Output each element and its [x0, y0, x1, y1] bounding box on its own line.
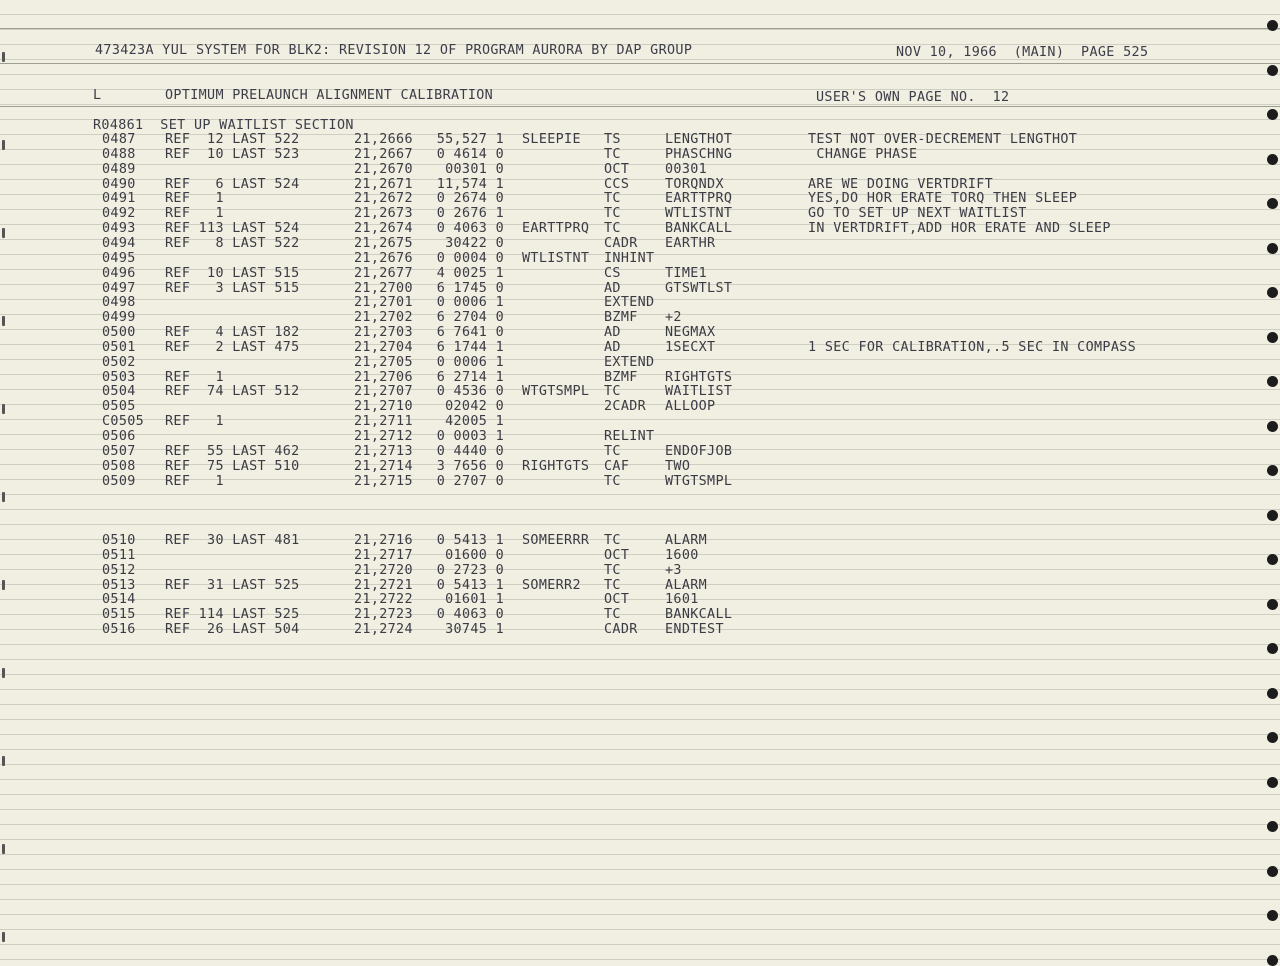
line-number: 0510	[102, 533, 136, 548]
address: 21,2701	[354, 295, 413, 311]
listing-row	[0, 578, 1280, 593]
opcode: TC	[604, 607, 621, 623]
listing-row	[0, 325, 1280, 340]
line-number: 0498	[102, 295, 136, 311]
listing-row	[0, 592, 1280, 607]
comment: IN VERTDRIFT,ADD HOR ERATE AND SLEEP	[808, 221, 1111, 237]
line-number: 0511	[102, 547, 136, 563]
opcode: TC	[604, 533, 621, 548]
object-code: 0 4440 0	[436, 443, 504, 459]
opcode: TC	[604, 443, 621, 459]
ref-info: REF 1	[165, 414, 224, 430]
line-number: 0505	[102, 399, 136, 415]
line-number: 0492	[102, 206, 136, 222]
listing-row	[0, 399, 1280, 414]
tractor-hole	[1267, 732, 1278, 743]
opcode: INHINT	[604, 250, 655, 266]
listing-row	[0, 132, 1280, 147]
address: 21,2717	[354, 547, 413, 563]
opcode: CCS	[604, 176, 630, 192]
operand: ALARM	[665, 577, 708, 593]
opcode: TC	[604, 473, 621, 489]
object-code: 4 0025 1	[436, 265, 504, 281]
line-number: 0512	[102, 562, 136, 578]
line-number: 0500	[102, 325, 136, 340]
opcode: TC	[604, 146, 621, 162]
object-code: 0 4063 0	[436, 607, 504, 623]
listing-row	[0, 310, 1280, 325]
tractor-hole	[1267, 65, 1278, 76]
object-code: 0 4614 0	[436, 146, 504, 162]
opcode: TC	[604, 206, 621, 222]
tractor-hole	[1267, 866, 1278, 877]
object-code: 0 5413 1	[436, 533, 504, 548]
listing-row	[0, 206, 1280, 221]
opcode: OCT	[604, 592, 630, 608]
line-number: 0506	[102, 429, 136, 444]
operand: TWO	[665, 458, 691, 474]
address: 21,2677	[354, 265, 413, 281]
ref-info: REF 2 LAST 475	[165, 339, 300, 355]
address: 21,2667	[354, 146, 413, 162]
opcode: 2CADR	[604, 399, 647, 415]
opcode: EXTEND	[604, 295, 655, 311]
label: SLEEPIE	[522, 132, 581, 147]
fold-line	[0, 28, 1280, 29]
line-number: 0494	[102, 235, 136, 251]
listing-row	[0, 266, 1280, 281]
object-code: 6 1745 0	[436, 280, 504, 296]
opcode: TC	[604, 562, 621, 578]
user-page-number: USER'S OWN PAGE NO. 12	[816, 90, 1010, 105]
line-number: 0514	[102, 592, 136, 608]
opcode: AD	[604, 339, 621, 355]
line-number: 0507	[102, 443, 136, 459]
ref-info: REF 114 LAST 525	[165, 607, 300, 623]
ref-info: REF 113 LAST 524	[165, 221, 300, 237]
object-code: 0 4536 0	[436, 384, 504, 400]
operand: WAITLIST	[665, 384, 733, 400]
operand: NEGMAX	[665, 325, 716, 340]
operand: 1SECXT	[665, 339, 716, 355]
line-number: 0487	[102, 132, 136, 147]
tractor-hole	[1267, 643, 1278, 654]
object-code: 6 7641 0	[436, 325, 504, 340]
line-number: 0513	[102, 577, 136, 593]
line-number: 0491	[102, 191, 136, 207]
operand: RIGHTGTS	[665, 369, 733, 385]
operand: ALLOOP	[665, 399, 716, 415]
opcode: AD	[604, 280, 621, 296]
address: 21,2716	[354, 533, 413, 548]
address: 21,2720	[354, 562, 413, 578]
address: 21,2722	[354, 592, 413, 608]
listing-row	[0, 340, 1280, 355]
page-header-right: NOV 10, 1966 (MAIN) PAGE 525	[896, 45, 1149, 60]
listing-row	[0, 459, 1280, 474]
listing-row	[0, 518, 1280, 533]
operand: WTLISTNT	[665, 206, 733, 222]
listing-row	[0, 221, 1280, 236]
object-code: 30745 1	[445, 622, 504, 637]
operand: 00301	[665, 161, 708, 177]
line-number: 0516	[102, 622, 136, 637]
label: RIGHTGTS	[522, 458, 590, 474]
operand: BANKCALL	[665, 607, 733, 623]
listing-row	[0, 622, 1280, 637]
listing-row	[0, 370, 1280, 385]
address: 21,2674	[354, 221, 413, 237]
address: 21,2702	[354, 310, 413, 326]
object-code: 0 0003 1	[436, 429, 504, 444]
ref-info: REF 1	[165, 191, 224, 207]
ref-info: REF 75 LAST 510	[165, 458, 300, 474]
line-number: 0495	[102, 250, 136, 266]
address: 21,2707	[354, 384, 413, 400]
address: 21,2672	[354, 191, 413, 207]
object-code: 0 2723 0	[436, 562, 504, 578]
label: WTLISTNT	[522, 250, 590, 266]
operand: LENGTHOT	[665, 132, 733, 147]
ref-info: REF 4 LAST 182	[165, 325, 300, 340]
perforation-mark	[2, 668, 5, 678]
opcode: AD	[604, 325, 621, 340]
ref-info: REF 12 LAST 522	[165, 132, 300, 147]
address: 21,2714	[354, 458, 413, 474]
label: WTGTSMPL	[522, 384, 590, 400]
listing-row	[0, 533, 1280, 548]
object-code: 0 0004 0	[436, 250, 504, 266]
object-code: 0 0006 1	[436, 295, 504, 311]
listing-row	[0, 191, 1280, 206]
listing-row	[0, 488, 1280, 503]
ref-info: REF 1	[165, 473, 224, 489]
object-code: 0 2676 1	[436, 206, 504, 222]
comment: 1 SEC FOR CALIBRATION,.5 SEC IN COMPASS	[808, 339, 1137, 355]
line-number: 0496	[102, 265, 136, 281]
line-number: 0489	[102, 161, 136, 177]
address: 21,2715	[354, 473, 413, 489]
address: 21,2705	[354, 354, 413, 370]
section-heading: R04861 SET UP WAITLIST SECTION	[93, 118, 354, 133]
listing-row	[0, 563, 1280, 578]
comment: YES,DO HOR ERATE TORQ THEN SLEEP	[808, 191, 1078, 207]
address: 21,2711	[354, 414, 413, 430]
line-number: 0501	[102, 339, 136, 355]
opcode: TS	[604, 132, 621, 147]
listing-row	[0, 295, 1280, 310]
address: 21,2675	[354, 235, 413, 251]
ref-info: REF 1	[165, 206, 224, 222]
listing-row	[0, 503, 1280, 518]
ref-info: REF 10 LAST 523	[165, 146, 300, 162]
line-number: 0493	[102, 221, 136, 237]
label: EARTTPRQ	[522, 221, 590, 237]
tractor-hole	[1267, 688, 1278, 699]
address: 21,2721	[354, 577, 413, 593]
operand: PHASCHNG	[665, 146, 733, 162]
ref-info: REF 74 LAST 512	[165, 384, 300, 400]
operand: EARTHR	[665, 235, 716, 251]
listing-row	[0, 607, 1280, 622]
listing-row	[0, 251, 1280, 266]
object-code: 55,527 1	[436, 132, 504, 147]
address: 21,2713	[354, 443, 413, 459]
object-code: 0 4063 0	[436, 221, 504, 237]
address: 21,2724	[354, 622, 413, 637]
listing-row	[0, 281, 1280, 296]
opcode: TC	[604, 221, 621, 237]
line-number: 0499	[102, 310, 136, 326]
ref-info: REF 10 LAST 515	[165, 265, 300, 281]
object-code: 01601 1	[445, 592, 504, 608]
object-code: 0 2707 0	[436, 473, 504, 489]
tractor-hole	[1267, 109, 1278, 120]
listing-row	[0, 444, 1280, 459]
operand: TORQNDX	[665, 176, 724, 192]
object-code: 00301 0	[445, 161, 504, 177]
line-number: 0509	[102, 473, 136, 489]
operand: BANKCALL	[665, 221, 733, 237]
opcode: TC	[604, 191, 621, 207]
comment: TEST NOT OVER-DECREMENT LENGTHOT	[808, 132, 1078, 147]
object-code: 30422 0	[445, 235, 504, 251]
object-code: 01600 0	[445, 547, 504, 563]
listing-row	[0, 162, 1280, 177]
opcode: OCT	[604, 161, 630, 177]
ref-info: REF 55 LAST 462	[165, 443, 300, 459]
perforation-mark	[2, 756, 5, 766]
listing-row	[0, 355, 1280, 370]
opcode: CADR	[604, 235, 638, 251]
object-code: 6 1744 1	[436, 339, 504, 355]
address: 21,2710	[354, 399, 413, 415]
ref-info: REF 31 LAST 525	[165, 577, 300, 593]
opcode: CAF	[604, 458, 630, 474]
address: 21,2671	[354, 176, 413, 192]
line-number: 0490	[102, 176, 136, 192]
object-code: 0 2674 0	[436, 191, 504, 207]
opcode: CS	[604, 265, 621, 281]
ref-info: REF 8 LAST 522	[165, 235, 300, 251]
opcode: BZMF	[604, 310, 638, 326]
operand: ENDOFJOB	[665, 443, 733, 459]
tractor-hole	[1267, 821, 1278, 832]
line-number: 0502	[102, 354, 136, 370]
address: 21,2676	[354, 250, 413, 266]
opcode: TC	[604, 577, 621, 593]
object-code: 0 0006 1	[436, 354, 504, 370]
perforation-mark	[2, 52, 5, 62]
address: 21,2703	[354, 325, 413, 340]
operand: WTGTSMPL	[665, 473, 733, 489]
object-code: 42005 1	[445, 414, 504, 430]
operand: EARTTPRQ	[665, 191, 733, 207]
address: 21,2704	[354, 339, 413, 355]
ref-info: REF 6 LAST 524	[165, 176, 300, 192]
operand: ALARM	[665, 533, 708, 548]
address: 21,2706	[354, 369, 413, 385]
label: SOMEERRR	[522, 533, 590, 548]
operand: +3	[665, 562, 682, 578]
ref-info: REF 1	[165, 369, 224, 385]
line-number: C0505	[102, 414, 145, 430]
object-code: 11,574 1	[436, 176, 504, 192]
opcode: EXTEND	[604, 354, 655, 370]
comment: CHANGE PHASE	[808, 146, 918, 162]
address: 21,2666	[354, 132, 413, 147]
label: SOMERR2	[522, 577, 581, 593]
object-code: 3 7656 0	[436, 458, 504, 474]
listing-row	[0, 414, 1280, 429]
operand: GTSWTLST	[665, 280, 733, 296]
opcode: CADR	[604, 622, 638, 637]
listing-row	[0, 474, 1280, 489]
address: 21,2723	[354, 607, 413, 623]
address: 21,2700	[354, 280, 413, 296]
opcode: RELINT	[604, 429, 655, 444]
opcode: OCT	[604, 547, 630, 563]
operand: TIME1	[665, 265, 708, 281]
tractor-hole	[1267, 910, 1278, 921]
log-section-mark: L	[93, 88, 102, 103]
operand: +2	[665, 310, 682, 326]
listing-row	[0, 429, 1280, 444]
line-number: 0515	[102, 607, 136, 623]
object-code: 6 2704 0	[436, 310, 504, 326]
line-number: 0497	[102, 280, 136, 296]
address: 21,2670	[354, 161, 413, 177]
log-section-title: OPTIMUM PRELAUNCH ALIGNMENT CALIBRATION	[165, 88, 494, 103]
listing-row	[0, 384, 1280, 399]
fold-line	[0, 63, 1280, 64]
listing-row	[0, 236, 1280, 251]
ref-info: REF 3 LAST 515	[165, 280, 300, 296]
line-number: 0508	[102, 458, 136, 474]
line-number: 0503	[102, 369, 136, 385]
perforation-mark	[2, 932, 5, 942]
tractor-hole	[1267, 777, 1278, 788]
listing-row	[0, 177, 1280, 192]
listing-row	[0, 548, 1280, 563]
page-header-left: 473423A YUL SYSTEM FOR BLK2: REVISION 12 OF PROGRAM AURORA BY DAP GROUP	[95, 43, 693, 58]
opcode: TC	[604, 384, 621, 400]
ref-info: REF 26 LAST 504	[165, 622, 300, 637]
line-number: 0504	[102, 384, 136, 400]
perforation-mark	[2, 844, 5, 854]
ref-info: REF 30 LAST 481	[165, 533, 300, 548]
address: 21,2673	[354, 206, 413, 222]
comment: GO TO SET UP NEXT WAITLIST	[808, 206, 1027, 222]
operand: ENDTEST	[665, 622, 724, 637]
operand: 1601	[665, 592, 699, 608]
fold-line	[0, 106, 1280, 107]
object-code: 02042 0	[445, 399, 504, 415]
object-code: 6 2714 1	[436, 369, 504, 385]
comment: ARE WE DOING VERTDRIFT	[808, 176, 994, 192]
address: 21,2712	[354, 429, 413, 444]
line-number: 0488	[102, 146, 136, 162]
tractor-hole	[1267, 20, 1278, 31]
opcode: BZMF	[604, 369, 638, 385]
listing-row	[0, 147, 1280, 162]
object-code: 0 5413 1	[436, 577, 504, 593]
operand: 1600	[665, 547, 699, 563]
